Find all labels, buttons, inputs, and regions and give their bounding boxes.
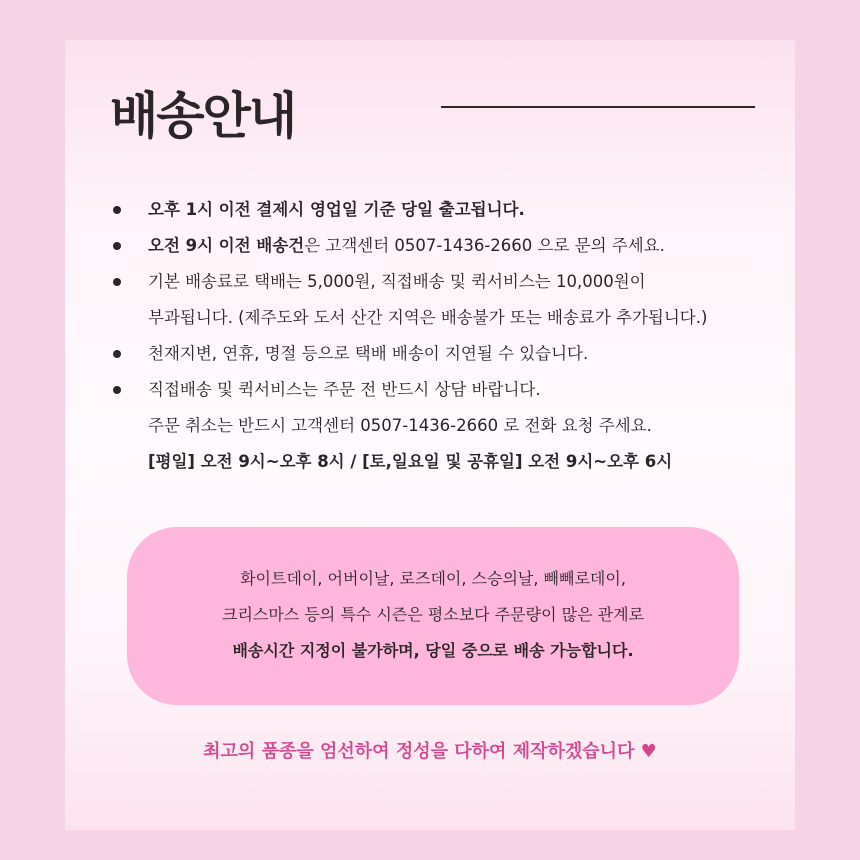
notice-text: 천재지변, 연휴, 명절 등으로 택배 배송이 지연될 수 있습니다. <box>148 344 589 363</box>
special-notice-line: 배송시간 지정이 불가하며, 당일 중으로 배송 가능합니다. <box>232 641 634 660</box>
notice-text: 부과됩니다. (제주도와 도서 산간 지역은 배송불가 또는 배송료가 추가됩니다.) <box>148 308 708 327</box>
notice-item <box>110 336 790 372</box>
special-notice-line: 화이트데이, 어버이날, 로즈데이, 스승의날, 빼빼로데이, <box>240 569 626 588</box>
notice-line <box>148 408 790 444</box>
notice-line <box>148 444 790 480</box>
notice-text: 오후 1시 이전 결제시 영업일 기준 당일 출고됩니다. <box>148 200 525 219</box>
shipping-notice-list <box>110 192 790 480</box>
bullet-icon <box>113 350 121 358</box>
notice-item <box>110 192 790 228</box>
special-season-notice-text <box>127 561 739 669</box>
notice-text: 오전 9시 이전 배송건 <box>148 236 305 255</box>
special-season-notice-box <box>127 527 739 705</box>
notice-line <box>148 300 790 336</box>
closing-message: 최고의 품종을 엄선하여 정성을 다하여 제작하겠습니다 ♥ <box>203 741 657 762</box>
notice-line <box>148 372 790 408</box>
notice-text: 기본 배송료로 택배는 5,000원, 직접배송 및 퀵서비스는 10,000원이 <box>148 272 646 291</box>
notice-line <box>148 264 790 300</box>
notice-item <box>110 264 790 336</box>
notice-item <box>110 228 790 264</box>
title-divider <box>441 106 755 108</box>
bullet-icon <box>113 206 121 214</box>
notice-line <box>148 228 790 264</box>
bullet-icon <box>113 242 121 250</box>
bullet-icon <box>113 278 121 286</box>
notice-text: 주문 취소는 반드시 고객센터 0507-1436-2660 로 전화 요청 주세요. <box>148 416 652 435</box>
special-notice-line: 크리스마스 등의 특수 시즌은 평소보다 주문량이 많은 관계로 <box>221 605 644 624</box>
notice-line <box>148 192 790 228</box>
notice-text: [평일] 오전 9시~오후 8시 / [토,일요일 및 공휴일] 오전 9시~오후 6시 <box>148 452 673 471</box>
notice-line <box>148 336 790 372</box>
bullet-icon <box>113 386 121 394</box>
notice-item <box>110 372 790 480</box>
page-title: 배송안내 <box>110 87 296 145</box>
notice-text: 은 고객센터 0507-1436-2660 으로 문의 주세요. <box>304 236 665 255</box>
notice-text: 직접배송 및 퀵서비스는 주문 전 반드시 상담 바랍니다. <box>148 380 541 399</box>
